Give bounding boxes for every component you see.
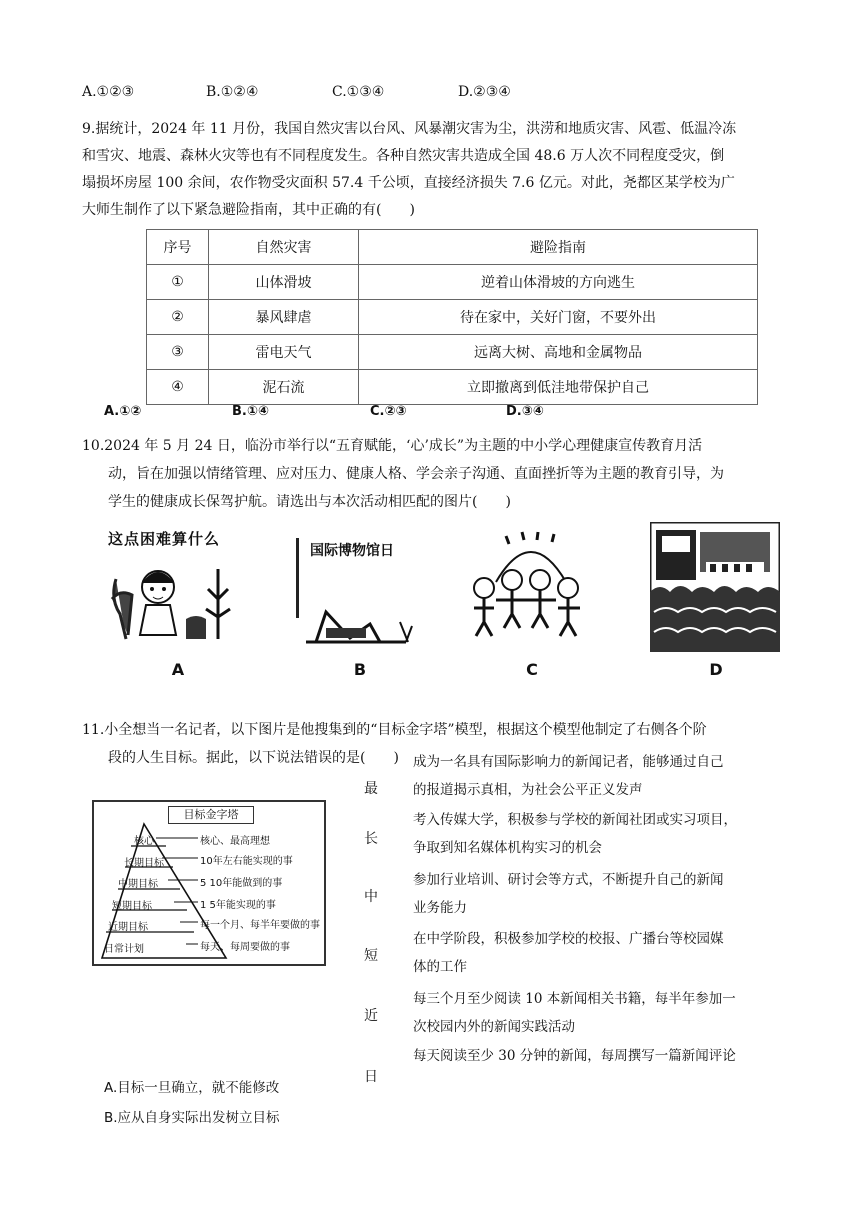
- goal-pyramid-figure: [92, 800, 326, 966]
- row-disaster: 山体滑坡: [209, 265, 359, 300]
- table-row: [147, 265, 758, 300]
- goal-text: 成为一名具有国际影响力的新闻记者，能够通过自己: [413, 754, 724, 770]
- q9-line-3: 塌损坏房屋 100 余间，农作物受灾面积 57.4 千公顷，直接经济损失 7.6 亿元。对此，尧都区某学校为广: [82, 175, 735, 191]
- pyramid-desc: 5 10年能做到的事: [200, 878, 283, 889]
- q9-table: [146, 229, 758, 405]
- table-row: [147, 335, 758, 370]
- q8-options: [82, 84, 722, 104]
- q11-line-1: 11.小全想当一名记者，以下图片是他搜集到的“目标金字塔”模型，根据这个模型他制定了右侧各个阶: [82, 722, 707, 738]
- goal-text: 每天阅读至少 30 分钟的新闻，每周撰写一篇新闻评论: [413, 1048, 736, 1064]
- row-guide: 待在家中，关好门窗，不要外出: [359, 300, 758, 335]
- image-c: [466, 522, 596, 652]
- goal-text: 争取到知名媒体机构实习的机会: [413, 840, 602, 856]
- goal-text: 考入传媒大学，积极参与学校的新闻社团或实习项目，: [413, 812, 737, 828]
- goal-text: 业务能力: [413, 900, 467, 916]
- child-drawing-icon: [108, 549, 248, 649]
- table-row: [147, 300, 758, 335]
- pyramid-desc: 每一个月、每半年要做的事: [200, 920, 320, 931]
- image-b: [296, 522, 420, 652]
- header-disaster: 自然灾害: [209, 230, 359, 265]
- pyramid-level: 长期目标: [124, 858, 164, 869]
- image-a: [108, 522, 248, 652]
- header-guide: 避险指南: [359, 230, 758, 265]
- image-b-caption: 国际博物馆日: [310, 543, 394, 559]
- q8-option-a: A.①②③: [82, 84, 135, 100]
- q9-option-a: A.①②: [104, 404, 142, 419]
- image-d: [650, 522, 780, 652]
- q10-line-2: 动，旨在加强以情绪管理、应对压力、健康人格、学会亲子沟通、直面挫折等为主题的教育引导，为: [108, 466, 724, 482]
- row-num: ①: [147, 265, 209, 300]
- pyramid-desc: 每天、每周要做的事: [200, 942, 290, 953]
- pyramid-desc: 10年左右能实现的事: [200, 856, 293, 867]
- q8-option-c: C.①③④: [332, 84, 385, 100]
- pyramid-level: 日常计划: [104, 944, 144, 955]
- q9-line-1: 9.据统计，2024 年 11 月份，我国自然灾害以台风、风暴潮灾害为尘，洪涝和地质灾害、风雹、低温冷冻: [82, 121, 737, 137]
- museum-drawing-icon: [296, 562, 420, 652]
- row-num: ②: [147, 300, 209, 335]
- row-disaster: 雷电天气: [209, 335, 359, 370]
- stage-marker: 短: [364, 948, 378, 964]
- q11-line-2: 段的人生目标。据此，以下说法错误的是( ): [108, 750, 399, 766]
- q9-option-c: C.②③: [370, 404, 407, 419]
- row-guide: 逆着山体滑坡的方向逃生: [359, 265, 758, 300]
- header-num: 序号: [147, 230, 209, 265]
- goal-text: 次校园内外的新闻实践活动: [413, 1019, 575, 1035]
- q8-option-b: B.①②④: [206, 84, 259, 100]
- row-guide: 立即撤离到低洼地带保护自己: [359, 370, 758, 405]
- row-disaster: 暴风肆虐: [209, 300, 359, 335]
- goal-text: 参加行业培训、研讨会等方式，不断提升自己的新闻: [413, 872, 724, 888]
- row-num: ③: [147, 335, 209, 370]
- q9-options: [104, 404, 744, 424]
- q11-option-a: A.目标一旦确立，就不能修改: [104, 1080, 280, 1096]
- image-a-caption: 这点困难算什么: [108, 530, 221, 548]
- q11-option-b: B.应从自身实际出发树立目标: [104, 1110, 280, 1126]
- q9-line-4: 大师生制作了以下紧急避险指南，其中正确的有( ): [82, 202, 415, 218]
- q9-option-d: D.③④: [506, 404, 544, 419]
- crowd-photo-icon: [650, 522, 780, 652]
- goal-text: 体的工作: [413, 959, 467, 975]
- stage-marker: 近: [364, 1008, 378, 1024]
- stage-marker: 中: [364, 889, 378, 905]
- image-a-label: A: [171, 660, 185, 679]
- row-guide: 远离大树、高地和金属物品: [359, 335, 758, 370]
- q9-option-b: B.①④: [232, 404, 269, 419]
- q9-line-2: 和雪灾、地震、森林火灾等也有不同程度发生。各种自然灾害共造成全国 48.6 万人次不同程度受灾，倒: [82, 148, 725, 164]
- q10-line-1: 10.2024 年 5 月 24 日，临汾市举行以“五育赋能，‘心’成长”为主题的中小学心理健康宣传教育月活: [82, 438, 703, 454]
- q10-line-3: 学生的健康成长保驾护航。请选出与本次活动相匹配的图片( ): [108, 494, 511, 510]
- stage-marker: 日: [364, 1069, 378, 1085]
- image-b-label: B: [353, 660, 367, 679]
- pyramid-desc: 核心、最高理想: [200, 836, 270, 847]
- pyramid-level: 核心: [134, 836, 154, 847]
- goal-text: 在中学阶段，积极参加学校的校报、广播台等校园媒: [413, 931, 724, 947]
- pyramid-title: 目标金字塔: [168, 806, 254, 824]
- goal-text: 每三个月至少阅读 10 本新闻相关书籍，每半年参加一: [413, 991, 736, 1007]
- table-header-row: [147, 230, 758, 265]
- image-d-label: D: [709, 660, 723, 679]
- pyramid-level: 近期目标: [108, 922, 148, 933]
- row-num: ④: [147, 370, 209, 405]
- row-disaster: 泥石流: [209, 370, 359, 405]
- children-dancing-icon: [466, 522, 596, 652]
- image-c-label: C: [526, 660, 538, 679]
- pyramid-level: 短期目标: [112, 901, 152, 912]
- q8-option-d: D.②③④: [458, 84, 511, 100]
- stage-marker: 最: [364, 781, 378, 797]
- pyramid-level: 中期目标: [118, 879, 158, 890]
- stage-marker: 长: [364, 831, 378, 847]
- goal-text: 的报道揭示真相，为社会公平正义发声: [413, 782, 643, 798]
- pyramid-desc: 1 5年能实现的事: [200, 900, 276, 911]
- table-row: [147, 370, 758, 405]
